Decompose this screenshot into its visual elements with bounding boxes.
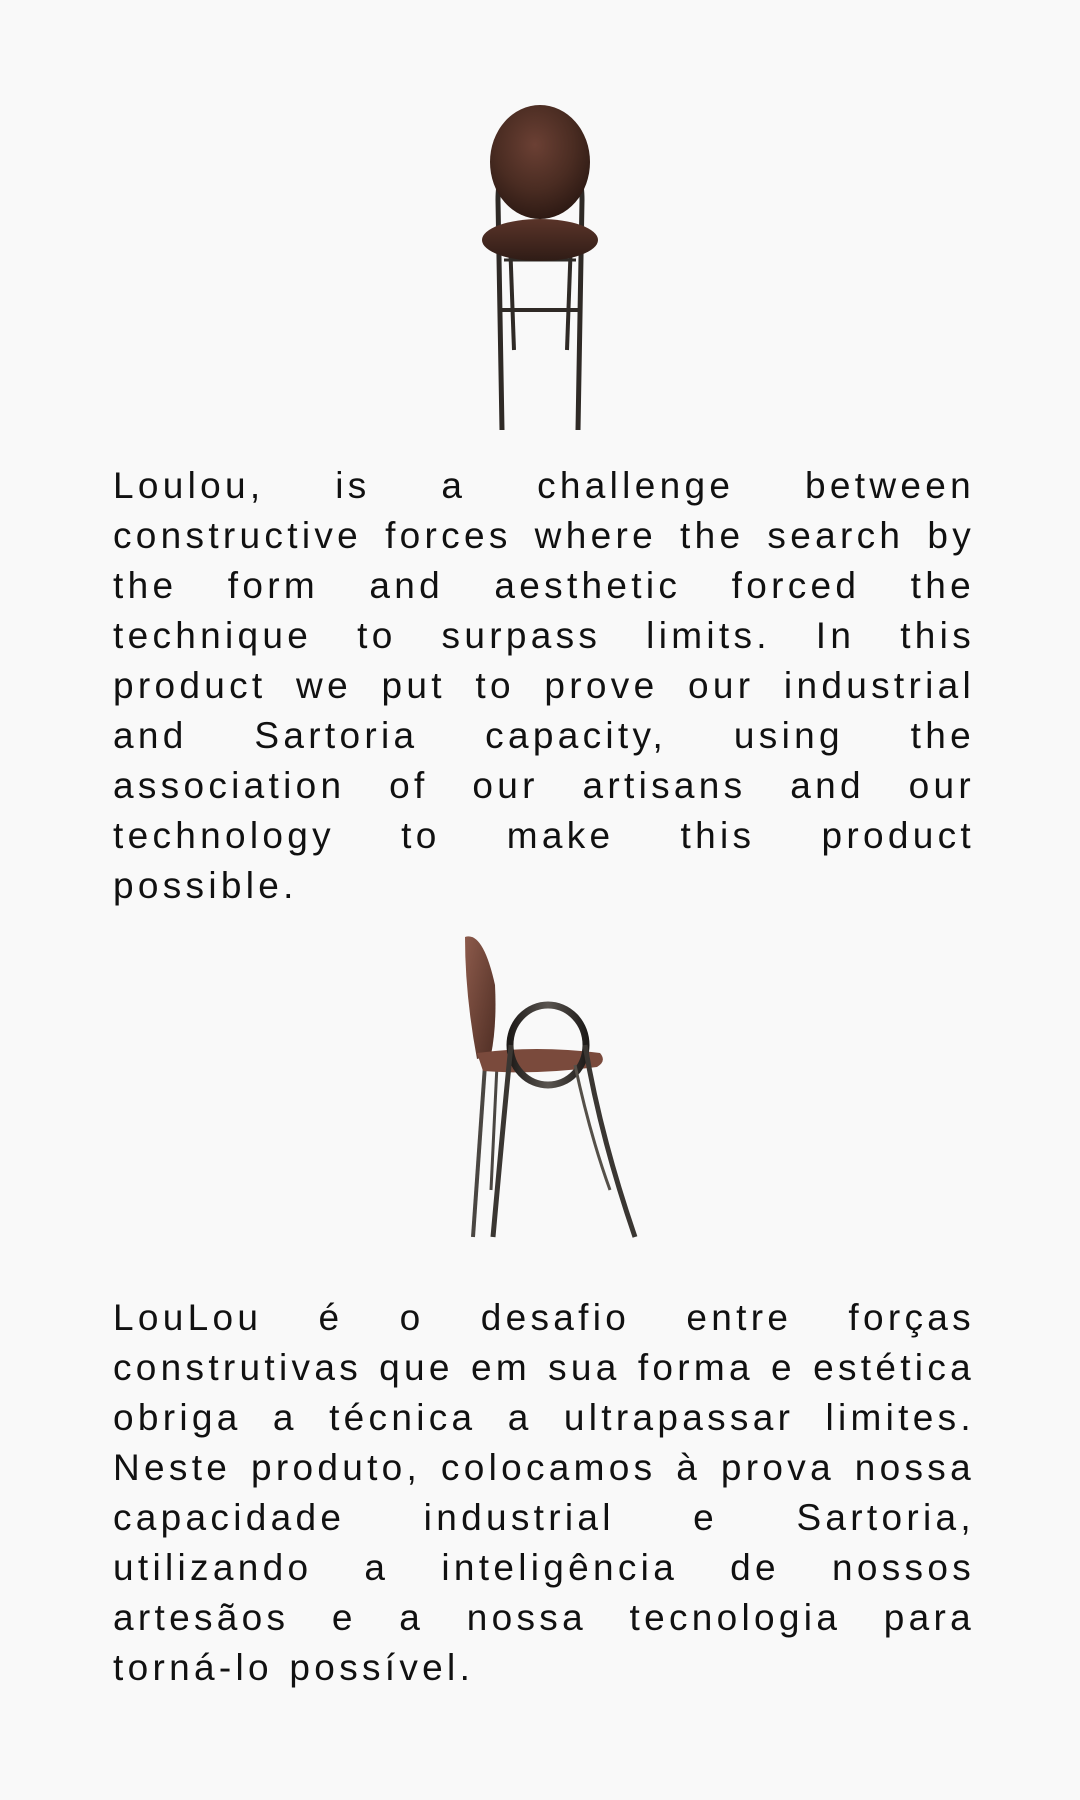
chair-front-illustration [440,100,640,430]
description-english: Loulou, is a challenge between constructive forces where the search by the form and aesthetic forced the technique to surpass limits. In this product we put to prove our industrial and Sartoria capacity, using the association of our artisans and our technology to make this product possible. [113,465,975,906]
description-portuguese: LouLou é o desafio entre forças construtivas que em sua forma e estética obriga a técnica a ultrapassar limites. Neste produto, colocamos à prova nossa capacidade industrial e Sartoria, utilizando a inteligência de nossos artesãos e a nossa tecnologia para torná-lo possível. [113,1297,975,1688]
side-chair-image [0,925,1080,1255]
chair-side-illustration [425,925,655,1255]
front-chair-image [0,100,1080,430]
